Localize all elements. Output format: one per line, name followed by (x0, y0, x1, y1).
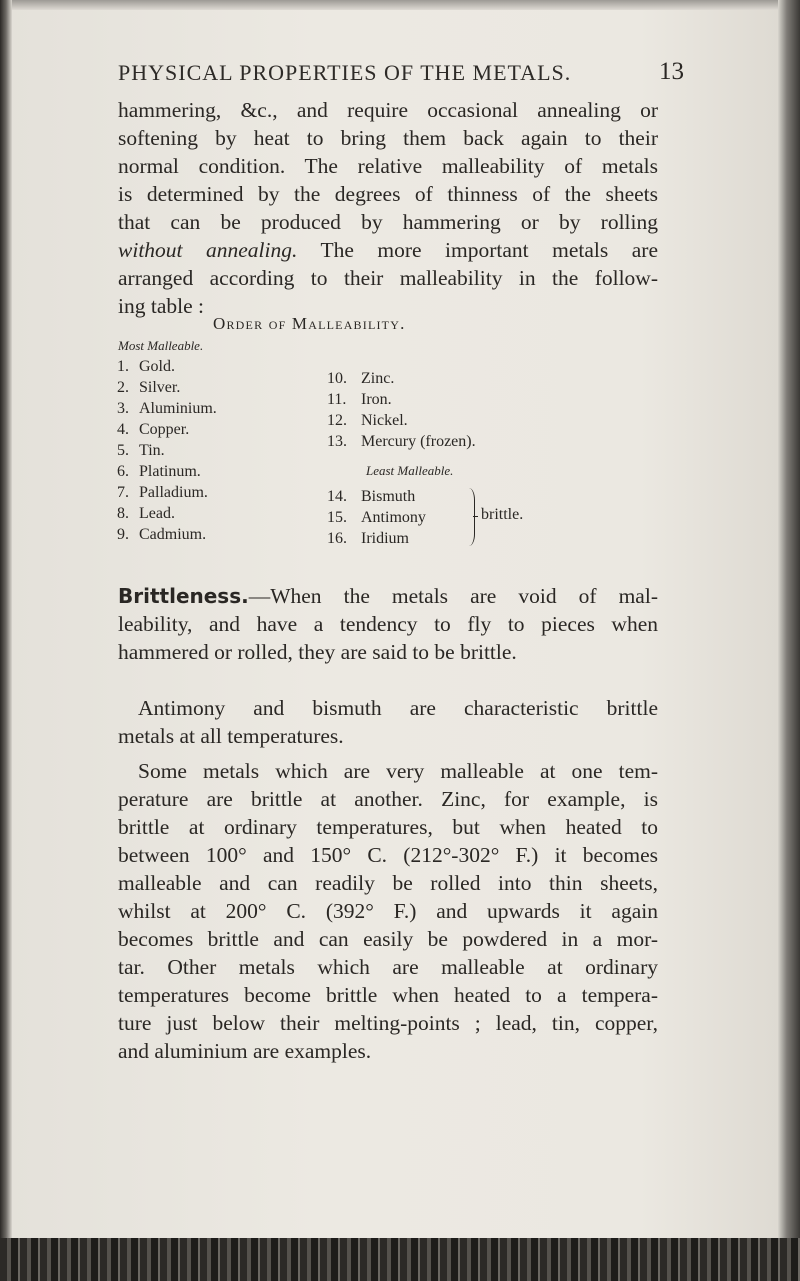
text-line: Some metals which are very malleable at one tem- (138, 759, 658, 783)
text-line: brittle at ordinary temperatures, but when heated to (118, 815, 658, 839)
text-line: arranged according to their malleability in the follow- (118, 266, 658, 290)
text-line: and aluminium are examples. (118, 1039, 372, 1063)
list-item: 12. Nickel. (327, 412, 408, 429)
text-line: softening by heat to bring them back again to their (118, 126, 658, 150)
list-item: 6. Platinum. (117, 463, 201, 480)
text-line: tar. Other metals which are malleable at ordinary (118, 955, 658, 979)
text-line: whilst at 200° C. (392° F.) and upwards it again (118, 899, 658, 923)
table-heading: Order of Malleability. (213, 314, 406, 333)
list-item: 14. Bismuth (327, 488, 416, 505)
brittle-label: brittle. (481, 506, 524, 523)
intro-paragraph (118, 96, 658, 320)
brittleness-paragraph (118, 582, 658, 666)
list-item: 4. Copper. (117, 421, 190, 438)
brittle-metals-list (327, 486, 426, 549)
text-line: becomes brittle and can easily be powdered in a mor- (118, 927, 658, 951)
list-item: 3. Aluminium. (117, 400, 217, 417)
list-item: 10. Zinc. (327, 370, 395, 387)
text-line: metals at all temperatures. (118, 724, 344, 748)
page-stack-edge (0, 1238, 800, 1281)
text-line: ing table : (118, 294, 204, 318)
text-line: normal condition. The relative malleability of metals (118, 154, 658, 178)
list-item: 16. Iridium (327, 530, 409, 547)
text-line: leability, and have a tendency to fly to pieces when (118, 612, 658, 636)
text-line: hammering, &c., and require occasional annealing or (118, 98, 658, 122)
text-line: between 100° and 150° C. (212°-302° F.) it becomes (118, 843, 658, 867)
curly-brace (466, 488, 475, 546)
page-right-edge (778, 0, 800, 1281)
text-line: hammered or rolled, they are said to be brittle. (118, 640, 517, 664)
text-line: malleable and can readily be rolled into thin sheets, (118, 871, 658, 895)
most-malleable-label: Most Malleable. (118, 338, 204, 353)
text-fragment: —When the metals are void of mal- (248, 584, 658, 608)
list-item: 8. Lead. (117, 505, 175, 522)
list-item: 11. Iron. (327, 391, 392, 408)
list-item: 1. Gold. (117, 358, 175, 375)
text-line: temperatures become brittle when heated to a tempera- (118, 983, 658, 1007)
text-line-italic (118, 236, 658, 264)
text-line: Antimony and bismuth are characteristic brittle (138, 696, 658, 720)
paragraph-antimony (118, 694, 658, 750)
list-item: 7. Palladium. (117, 484, 208, 501)
malleability-list-column-2 (327, 368, 476, 452)
list-item: 2. Silver. (117, 379, 181, 396)
running-header: PHYSICAL PROPERTIES OF THE METALS. (118, 60, 572, 85)
list-item: 13. Mercury (frozen). (327, 433, 476, 450)
least-malleable-label: Least Malleable. (366, 463, 454, 478)
page-left-edge (0, 0, 12, 1281)
text-line: that can be produced by hammering or by rolling (118, 210, 658, 234)
text-line (118, 582, 658, 610)
list-item: 9. Cadmium. (117, 526, 207, 543)
text-fragment: The more important metals are (297, 238, 658, 262)
text-line: ture just below their melting-points ; lead, tin, copper, (118, 1011, 658, 1035)
curly-brace-tip (473, 516, 478, 517)
page-top-shadow (0, 0, 800, 10)
page-number: 13 (659, 58, 684, 85)
text-line: perature are brittle at another. Zinc, for example, is (118, 787, 658, 811)
list-item: 5. Tin. (117, 442, 165, 459)
malleability-list-column-1 (117, 356, 217, 545)
paragraph-temperature (118, 757, 658, 1065)
text-line: is determined by the degrees of thinness of the sheets (118, 182, 658, 206)
italic-phrase: without annealing. (118, 238, 298, 262)
section-heading: Brittleness. (118, 584, 249, 608)
list-item: 15. Antimony (327, 509, 426, 526)
